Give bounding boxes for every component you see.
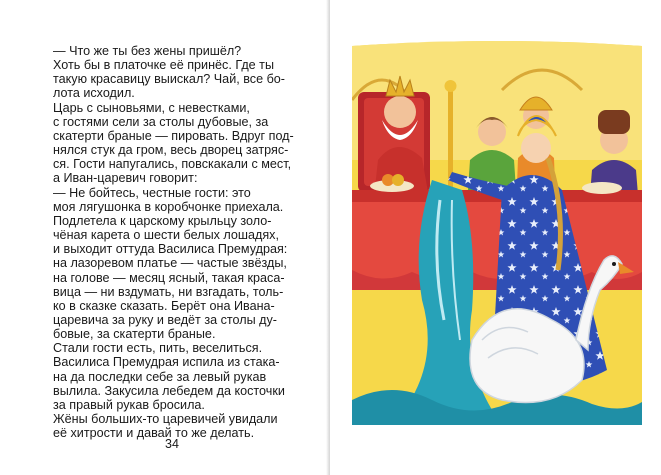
left-page <box>0 0 330 475</box>
paragraph: Стали гости есть, пить, веселиться. Василиса Премудрая испила из стака- на да последки себе за левый рукав вылила. Закусила лебедем да косточки за правый рукав бросила. <box>53 341 285 412</box>
page-number: 34 <box>165 437 179 451</box>
paragraph: Подлетела к царскому крыльцу золо- чёная карета о шести белых лошадях, и выходит оттуда Василиса Премудрая: на лазоревом платье — частые звёзды, на голове — месяц ясный, такая красa- вица — ни вздумать, ни взгадать, толь- ко в сказке сказать. Берёт она Ивана- царевича за руку и ведёт за столы ду- бовые, за скатерти браные. <box>53 213 288 342</box>
story-text <box>53 44 301 440</box>
paragraph: — Не бойтесь, честные гости: это моя лягушонка в коробчонке приехала. <box>53 185 284 214</box>
paragraph: — Что же ты без жены пришёл? Хоть бы в платочке её принёс. Где ты такую красавицу выискал? Чай, все бо- лота исходил. <box>53 44 285 101</box>
fairy-tale-illustration <box>352 40 642 425</box>
paragraph: Жёны больших-то царевичей увидали её хитрости и давай то же делать. <box>53 412 278 441</box>
paragraph: Царь с сыновьями, с невестками, с гостями сели за столы дубовые, за скатерти браные — пировать. Вдруг под- нялся стук да гром, весь дворец затряс- ся. Гости напугались, повскакали с мест, а Иван-царевич говорит: <box>53 100 294 186</box>
